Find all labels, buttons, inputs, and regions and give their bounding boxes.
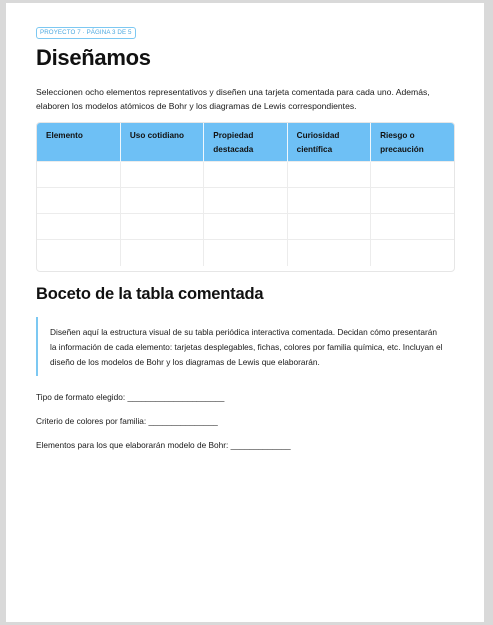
page-title: Diseñamos (36, 45, 151, 70)
field-format[interactable]: Tipo de formato elegido: _____________________ (36, 392, 225, 402)
field-colors[interactable]: Criterio de colores por familia: _______________ (36, 416, 218, 426)
document-page (6, 3, 484, 622)
table-cell[interactable] (204, 214, 287, 240)
table-cell[interactable] (204, 240, 287, 266)
page-tag: PROYECTO 7 · PÁGINA 3 DE 5 (36, 27, 136, 39)
table-cell[interactable] (37, 214, 120, 240)
table-cell[interactable] (371, 214, 454, 240)
table-cell[interactable] (287, 162, 370, 188)
table-cell[interactable] (37, 162, 120, 188)
table-row (37, 240, 454, 266)
col-header-curiosidad: Curiosidad científica (287, 123, 370, 162)
table-cell[interactable] (120, 240, 203, 266)
table-cell[interactable] (37, 188, 120, 214)
table-cell[interactable] (287, 188, 370, 214)
table-cell[interactable] (120, 188, 203, 214)
callout-text: Diseñen aquí la estructura visual de su tabla periódica interactiva comentada. Decidan cómo presentarán la información de cada elemento: tarjetas desplegables, fichas, colores por familia química, etc. Incluyan el diseño de los modelos de Bohr y los diagramas de Lewis que elaborarán. (50, 327, 443, 367)
table-cell[interactable] (120, 214, 203, 240)
table-cell[interactable] (120, 162, 203, 188)
callout-note (36, 317, 452, 376)
table-header-row (37, 123, 454, 162)
table-cell[interactable] (371, 162, 454, 188)
field-bohr[interactable]: Elementos para los que elaborarán modelo de Bohr: _____________ (36, 440, 291, 450)
table-cell[interactable] (287, 240, 370, 266)
element-table (36, 122, 455, 272)
table-row (37, 188, 454, 214)
table-cell[interactable] (371, 240, 454, 266)
col-header-elemento: Elemento (37, 123, 120, 162)
table-cell[interactable] (37, 240, 120, 266)
table-cell[interactable] (287, 214, 370, 240)
table-cell[interactable] (204, 188, 287, 214)
table-cell[interactable] (371, 188, 454, 214)
col-header-uso: Uso cotidiano (120, 123, 203, 162)
table-row (37, 162, 454, 188)
table-cell[interactable] (204, 162, 287, 188)
section-heading: Boceto de la tabla comentada (36, 285, 264, 303)
col-header-propiedad: Propiedad destacada (204, 123, 287, 162)
table-row (37, 214, 454, 240)
col-header-riesgo: Riesgo o precaución (371, 123, 454, 162)
intro-paragraph: Seleccionen ocho elementos representativos y diseñen una tarjeta comentada para cada uno. Además, elaboren los modelos atómicos de Bohr y los diagramas de Lewis correspondientes. (36, 87, 430, 111)
